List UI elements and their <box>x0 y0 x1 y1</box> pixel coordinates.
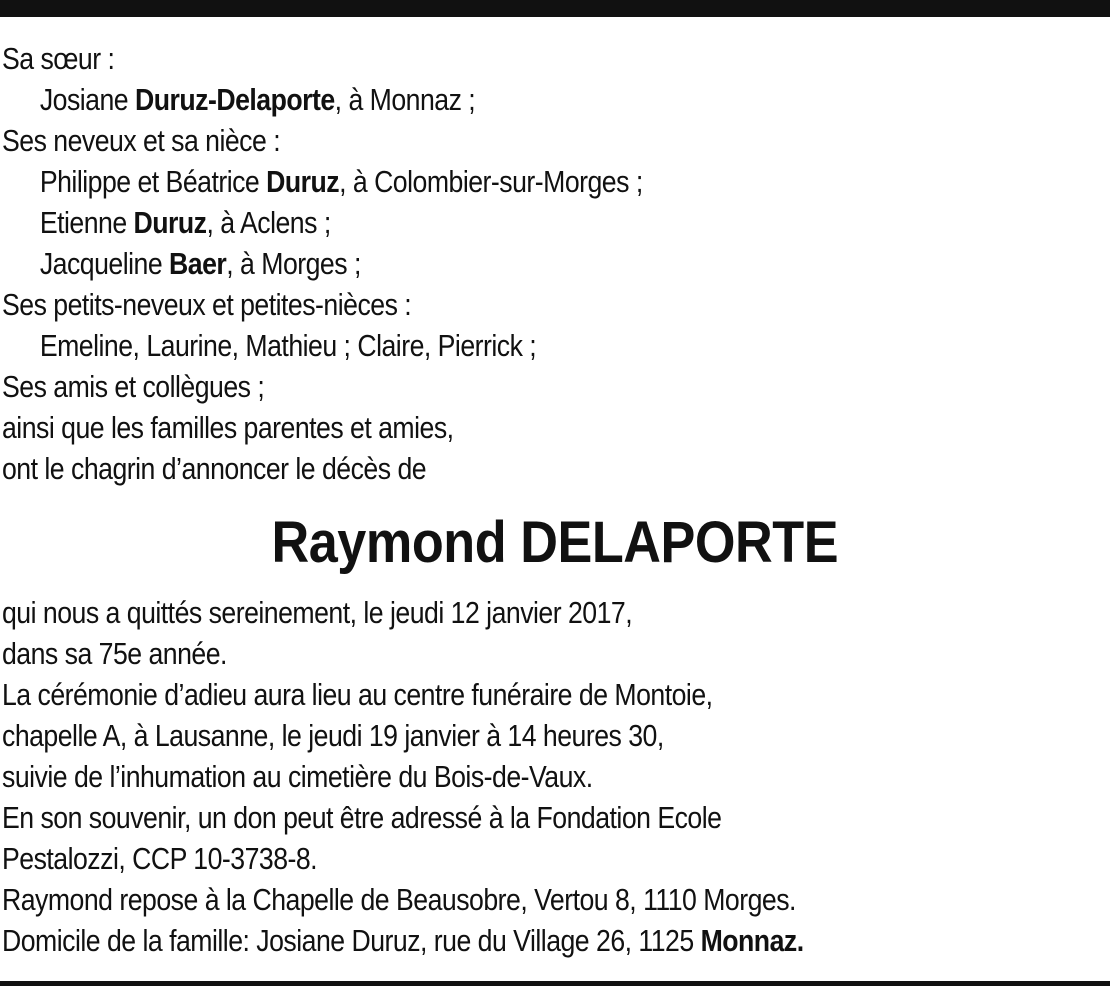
town-name: Monnaz. <box>700 923 804 958</box>
details-line: La cérémonie d’adieu aura lieu au centre funéraire de Montoie, <box>2 677 713 712</box>
details-line: dans sa 75e année. <box>2 636 227 671</box>
nephew-line: Etienne Duruz, à Aclens ; <box>39 205 331 240</box>
sister-heading: Sa sœur : <box>2 41 115 76</box>
family-list <box>2 38 1102 489</box>
top-rule <box>0 0 1110 17</box>
family-address-line: Domicile de la famille: Josiane Duruz, rue du Village 26, 1125 Monnaz. <box>2 923 804 958</box>
niece-line: Jacqueline Baer, à Morges ; <box>39 246 361 281</box>
details-line: qui nous a quittés sereinement, le jeudi 12 janvier 2017, <box>2 595 633 630</box>
details-line: suivie de l’inhumation au cimetière du Bois-de-Vaux. <box>2 759 593 794</box>
grand-nephews-heading: Ses petits-neveux et petites-nièces : <box>2 287 412 322</box>
surname: Duruz <box>266 164 340 199</box>
details-line: Pestalozzi, CCP 10-3738-8. <box>2 841 318 876</box>
details-line: chapelle A, à Lausanne, le jeudi 19 janvier à 14 heures 30, <box>2 718 664 753</box>
deceased-name: Raymond DELAPORTE <box>271 510 839 575</box>
details-line: Raymond repose à la Chapelle de Beausobre, Vertou 8, 1110 Morges. <box>2 882 796 917</box>
relatives-line: ainsi que les familles parentes et amies, <box>2 410 454 445</box>
details-text <box>2 592 1102 961</box>
friends-line: Ses amis et collègues ; <box>2 369 265 404</box>
nephew-line: Philippe et Béatrice Duruz, à Colombier-sur-Morges ; <box>39 164 643 199</box>
sister-line: Josiane Duruz-Delaporte, à Monnaz ; <box>39 82 476 117</box>
bottom-rule <box>0 981 1110 986</box>
grand-nephews-names: Emeline, Laurine, Mathieu ; Claire, Pierrick ; <box>39 328 537 363</box>
details-line: En son souvenir, un don peut être adressé à la Fondation Ecole <box>2 800 722 835</box>
surname: Baer <box>169 246 227 281</box>
surname: Duruz <box>133 205 207 240</box>
announce-line: ont le chagrin d’annoncer le décès de <box>2 451 427 486</box>
surname: Duruz-Delaporte <box>135 82 335 117</box>
nephews-heading: Ses neveux et sa nièce : <box>2 123 281 158</box>
